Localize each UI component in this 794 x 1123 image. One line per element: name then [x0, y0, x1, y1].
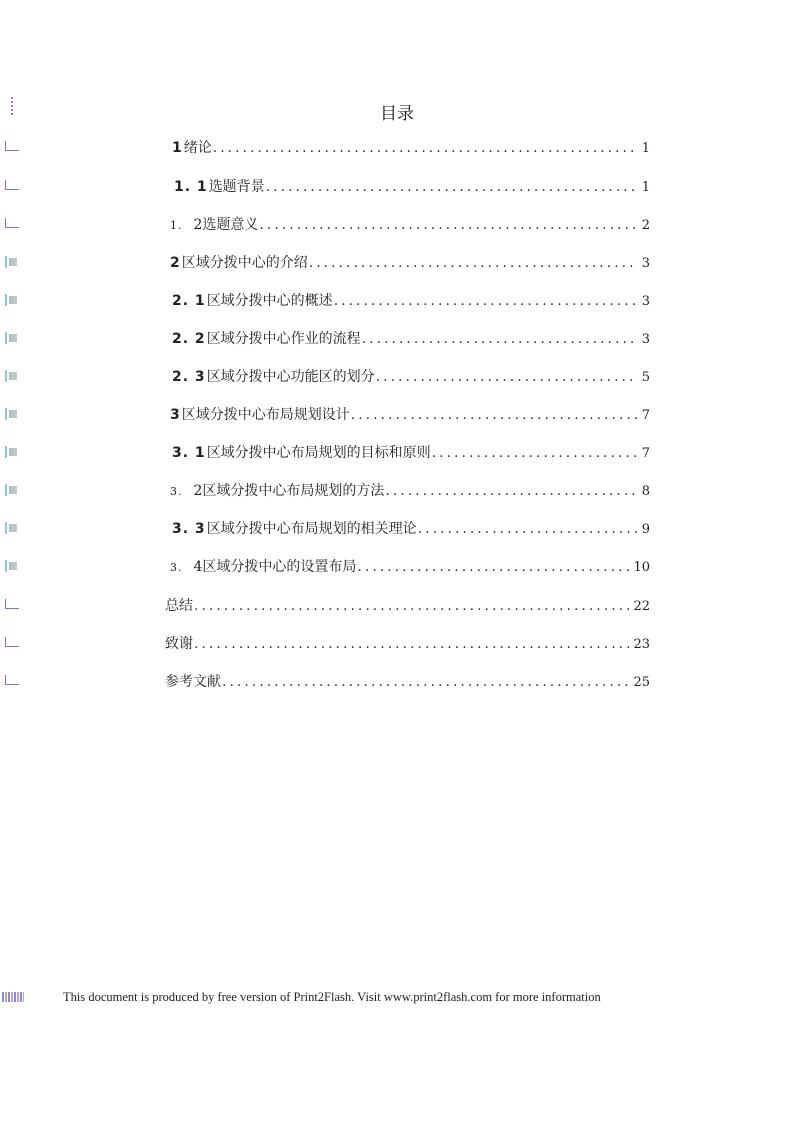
toc-entry-title: 区域分拨中心布局规划的相关理论: [206, 521, 417, 537]
toc-entry-title: 2选题意义: [193, 217, 259, 233]
toc-entry-title: 参考文献: [165, 674, 221, 690]
toc-entry-number: 3.: [170, 485, 183, 498]
margin-marker-icon: [5, 408, 23, 420]
toc-page-number: 8: [641, 484, 650, 499]
toc-entry-number: 2. 1: [172, 293, 206, 309]
toc-entry-number: 1.: [170, 219, 183, 232]
margin-marker-icon: [5, 446, 23, 458]
margin-marker-icon: [5, 675, 19, 685]
toc-page-number: 25: [633, 675, 650, 690]
toc-entry-title: 区域分拨中心作业的流程: [206, 331, 361, 347]
toc-entry[interactable]: [164, 595, 650, 615]
margin-marker-icon: [5, 294, 23, 306]
toc-dot-leader: [259, 217, 637, 233]
page-title: 目录: [380, 104, 414, 124]
toc-dot-leader: [194, 598, 629, 614]
toc-entry[interactable]: [172, 328, 650, 348]
toc-dot-leader: [418, 521, 638, 537]
toc-page-number: 9: [641, 522, 650, 537]
margin-marker-icon: [5, 256, 23, 268]
toc-page-number: 10: [633, 560, 650, 575]
toc-entry[interactable]: [164, 671, 650, 691]
toc-entry-number: 2. 3: [172, 369, 206, 385]
toc-dot-leader: [351, 407, 638, 423]
toc-dot-leader: [362, 331, 638, 347]
toc-entry-title: 区域分拨中心布局规划设计: [181, 407, 350, 423]
toc-entry-number: 2. 2: [172, 331, 206, 347]
margin-marker-icon: [5, 560, 23, 572]
margin-marker-icon: [5, 599, 19, 609]
toc-entry[interactable]: [170, 404, 650, 424]
toc-entry-number: 1. 1: [174, 179, 208, 195]
toc-dot-leader: [309, 255, 638, 271]
toc-page-number: 23: [633, 637, 650, 652]
margin-marker-icon: [5, 484, 23, 496]
toc-entry-title: 绪论: [183, 140, 212, 156]
toc-entry-number: 3. 1: [172, 445, 206, 461]
toc-page-number: 7: [641, 446, 650, 461]
toc-entry-number: 3: [170, 407, 181, 423]
toc-entry[interactable]: [170, 214, 650, 234]
toc-dot-leader: [266, 179, 638, 195]
toc-dot-leader: [222, 674, 629, 690]
toc-entry[interactable]: [172, 290, 650, 310]
toc-entry[interactable]: [172, 518, 650, 538]
print2flash-logo-icon: [2, 992, 24, 1002]
toc-dot-leader: [376, 369, 638, 385]
toc-page-number: 3: [641, 256, 650, 271]
margin-marker-icon: [5, 141, 19, 151]
toc-entry-number: 1: [172, 140, 183, 156]
footer-notice: This document is produced by free version of Print2Flash. Visit www.print2flash.com for more information: [63, 990, 601, 1004]
margin-marker-icon: [5, 637, 19, 647]
toc-entry[interactable]: [170, 480, 650, 500]
toc-page-number: 1: [641, 180, 650, 195]
toc-entry[interactable]: [174, 176, 650, 196]
toc-page-number: 5: [641, 370, 650, 385]
toc-page-number: 1: [641, 141, 650, 156]
toc-page-number: 7: [641, 408, 650, 423]
margin-marker-icon: [5, 332, 23, 344]
margin-marker-icon: [5, 218, 19, 228]
toc-page-number: 3: [641, 294, 650, 309]
toc-entry-title: 2区域分拨中心布局规划的方法: [193, 483, 385, 499]
toc-entry-title: 4区域分拨中心的设置布局: [193, 559, 357, 575]
toc-entry-title: 区域分拨中心的介绍: [181, 255, 308, 271]
toc-entry-number: 3.: [170, 561, 183, 574]
toc-entry-title: 区域分拨中心布局规划的目标和原则: [206, 445, 431, 461]
toc-entry-number: 2: [170, 255, 181, 271]
toc-entry[interactable]: [170, 252, 650, 272]
toc-dot-leader: [357, 559, 629, 575]
margin-marker-icon: [5, 180, 19, 190]
toc-dot-leader: [213, 140, 638, 156]
toc-entry[interactable]: [170, 556, 650, 576]
toc-dot-leader: [194, 636, 629, 652]
toc-entry-title: 致谢: [165, 636, 193, 652]
toc-page-number: 22: [633, 599, 650, 614]
toc-page-number: 3: [641, 332, 650, 347]
toc-dot-leader: [385, 483, 637, 499]
toc-entry-title: 总结: [165, 598, 193, 614]
margin-marker-icon: [5, 522, 23, 534]
toc-dot-leader: [334, 293, 638, 309]
toc-entry-title: 区域分拨中心的概述: [206, 293, 333, 309]
margin-marker-icon: [5, 370, 23, 382]
toc-entry-number: 3. 3: [172, 521, 206, 537]
toc-entry[interactable]: [164, 633, 650, 653]
toc-entry[interactable]: [172, 442, 650, 462]
toc-entry-title: 选题背景: [208, 179, 265, 195]
toc-page-number: 2: [641, 218, 650, 233]
toc-dot-leader: [432, 445, 638, 461]
toc-entry[interactable]: [172, 366, 650, 386]
toc-entry[interactable]: [172, 137, 650, 157]
toc-entry-title: 区域分拨中心功能区的划分: [206, 369, 375, 385]
